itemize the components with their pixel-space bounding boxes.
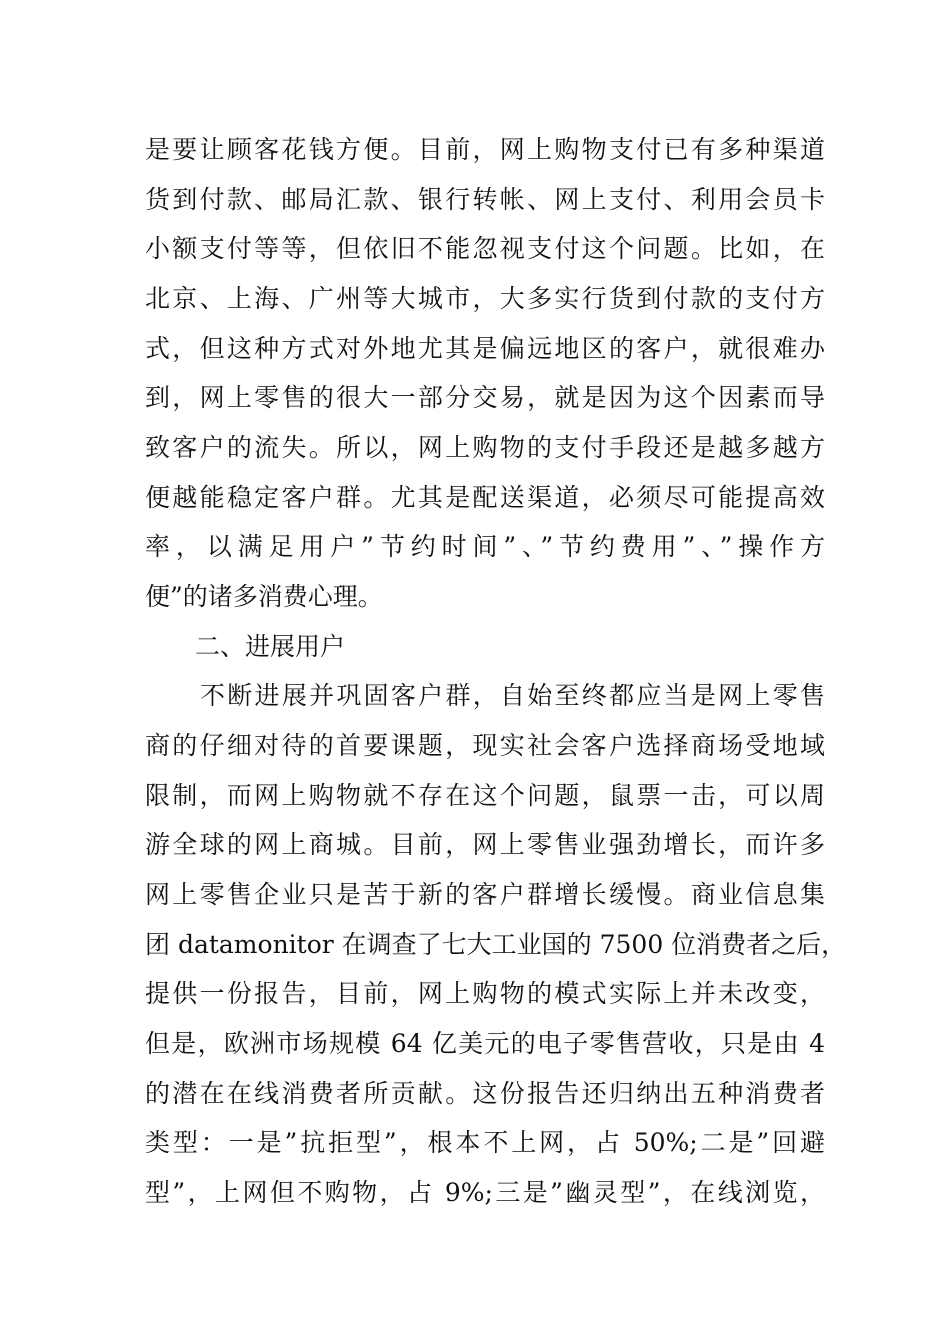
paragraph-2-line-4: 游全球的网上商城。目前，网上零售业强劲增长，而许多: [145, 830, 825, 859]
paragraph-2-line-6: 团 datamonitor 在调查了七大工业国的 7500 位消费者之后，: [145, 930, 847, 959]
paragraph-2-line-3: 限制，而网上购物就不存在这个问题，鼠票一击，可以周: [145, 781, 825, 810]
paragraph-2-line-7: 提供一份报告，目前，网上购物的模式实际上并未改变，: [145, 979, 825, 1008]
paragraph-2-line-5: 网上零售企业只是苦于新的客户群增长缓慢。商业信息集: [145, 880, 825, 909]
paragraph-2-line-9: 的潜在在线消费者所贡献。这份报告还归纳出五种消费者: [145, 1079, 825, 1108]
paragraph-2-line-1: 不断进展并巩固客户群，自始至终都应当是网上零售: [200, 681, 825, 710]
paragraph-1-line-3: 小额支付等等，但依旧不能忽视支付这个问题。比如，在: [145, 234, 825, 263]
paragraph-2-line-11: 型”，上网但不购物，占 9%;三是”幽灵型”，在线浏览，: [145, 1178, 825, 1207]
paragraph-1-line-8: 便越能稳定客户群。尤其是配送渠道，必须尽可能提高效: [145, 483, 825, 512]
paragraph-1-line-9: 率，以满足用户”节约时间”、”节约费用”、”操作方: [145, 532, 825, 561]
paragraph-2-line-2: 商的仔细对待的首要课题，现实社会客户选择商场受地域: [145, 731, 825, 760]
section-heading: 二、进展用户: [195, 632, 346, 661]
paragraph-1-line-2: 货到付款、邮局汇款、银行转帐、网上支付、利用会员卡: [145, 185, 825, 214]
paragraph-1-line-1: 是要让顾客花钱方便。目前，网上购物支付已有多种渠道: [145, 135, 825, 164]
paragraph-1-line-4: 北京、上海、广州等大城市，大多实行货到付款的支付方: [145, 284, 825, 313]
paragraph-1-line-5: 式，但这种方式对外地尤其是偏远地区的客户，就很难办: [145, 334, 825, 363]
paragraph-1-line-7: 致客户的流失。所以，网上购物的支付手段还是越多越方: [145, 433, 825, 462]
paragraph-1-line-6: 到，网上零售的很大一部分交易，就是因为这个因素而导: [145, 383, 825, 412]
paragraph-2-line-8: 但是，欧洲市场规模 64 亿美元的电子零售营收，只是由 4: [145, 1029, 825, 1058]
paragraph-2-line-10: 类型：一是”抗拒型”，根本不上网，占 50%;二是”回避: [145, 1128, 825, 1157]
paragraph-1-line-10: 便”的诸多消费心理。: [145, 582, 383, 611]
